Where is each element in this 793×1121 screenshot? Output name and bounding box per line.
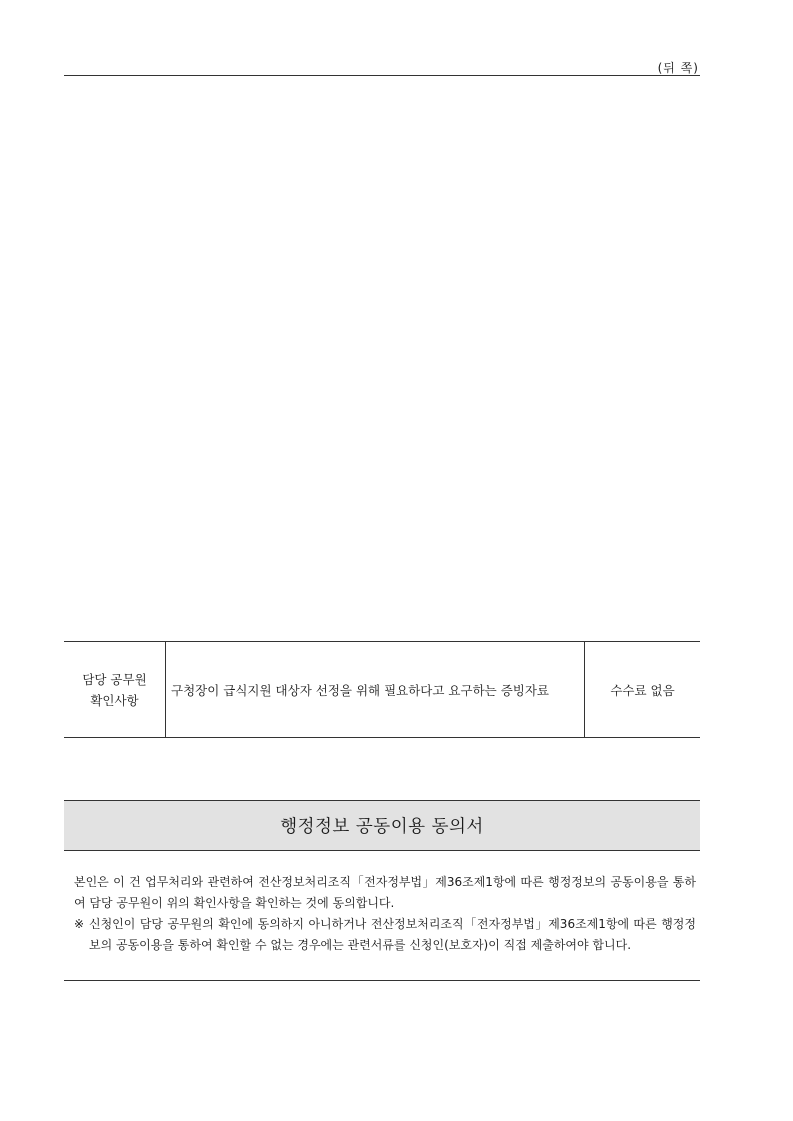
consent-note-text: 신청인이 담당 공무원의 확인에 동의하지 아니하거나 전산정보처리조직「전자정부법」제36조제1항에 따른 행정정보의 공동이용을 통하여 확인할 수 없는 경우에는 관련서류를 신청인(보호자)이 직접 제출하여야 합니다.: [89, 917, 696, 952]
officer-check-table: [64, 641, 700, 738]
consent-body: [74, 872, 696, 956]
top-divider: [64, 75, 700, 76]
consent-note: [74, 914, 696, 956]
officer-check-label: 담당 공무원 확인사항: [64, 642, 166, 737]
fee-note: 수수료 없음: [610, 682, 675, 698]
page-side-label: (뒤 쪽): [657, 61, 699, 75]
officer-check-content: 구청장이 급식지원 대상자 선정을 위해 필요하다고 요구하는 증빙자료: [166, 642, 585, 737]
bottom-divider: [64, 980, 700, 981]
consent-statement: 본인은 이 건 업무처리와 관련하여 전산정보처리조직「전자정부법」제36조제1항에 따른 행정정보의 공동이용을 통하여 담당 공무원이 위의 확인사항을 확인하는 것에 동의합니다.: [74, 875, 696, 910]
note-mark-icon: ※: [74, 917, 85, 931]
consent-title: 행정정보 공동이용 동의서: [64, 800, 700, 851]
